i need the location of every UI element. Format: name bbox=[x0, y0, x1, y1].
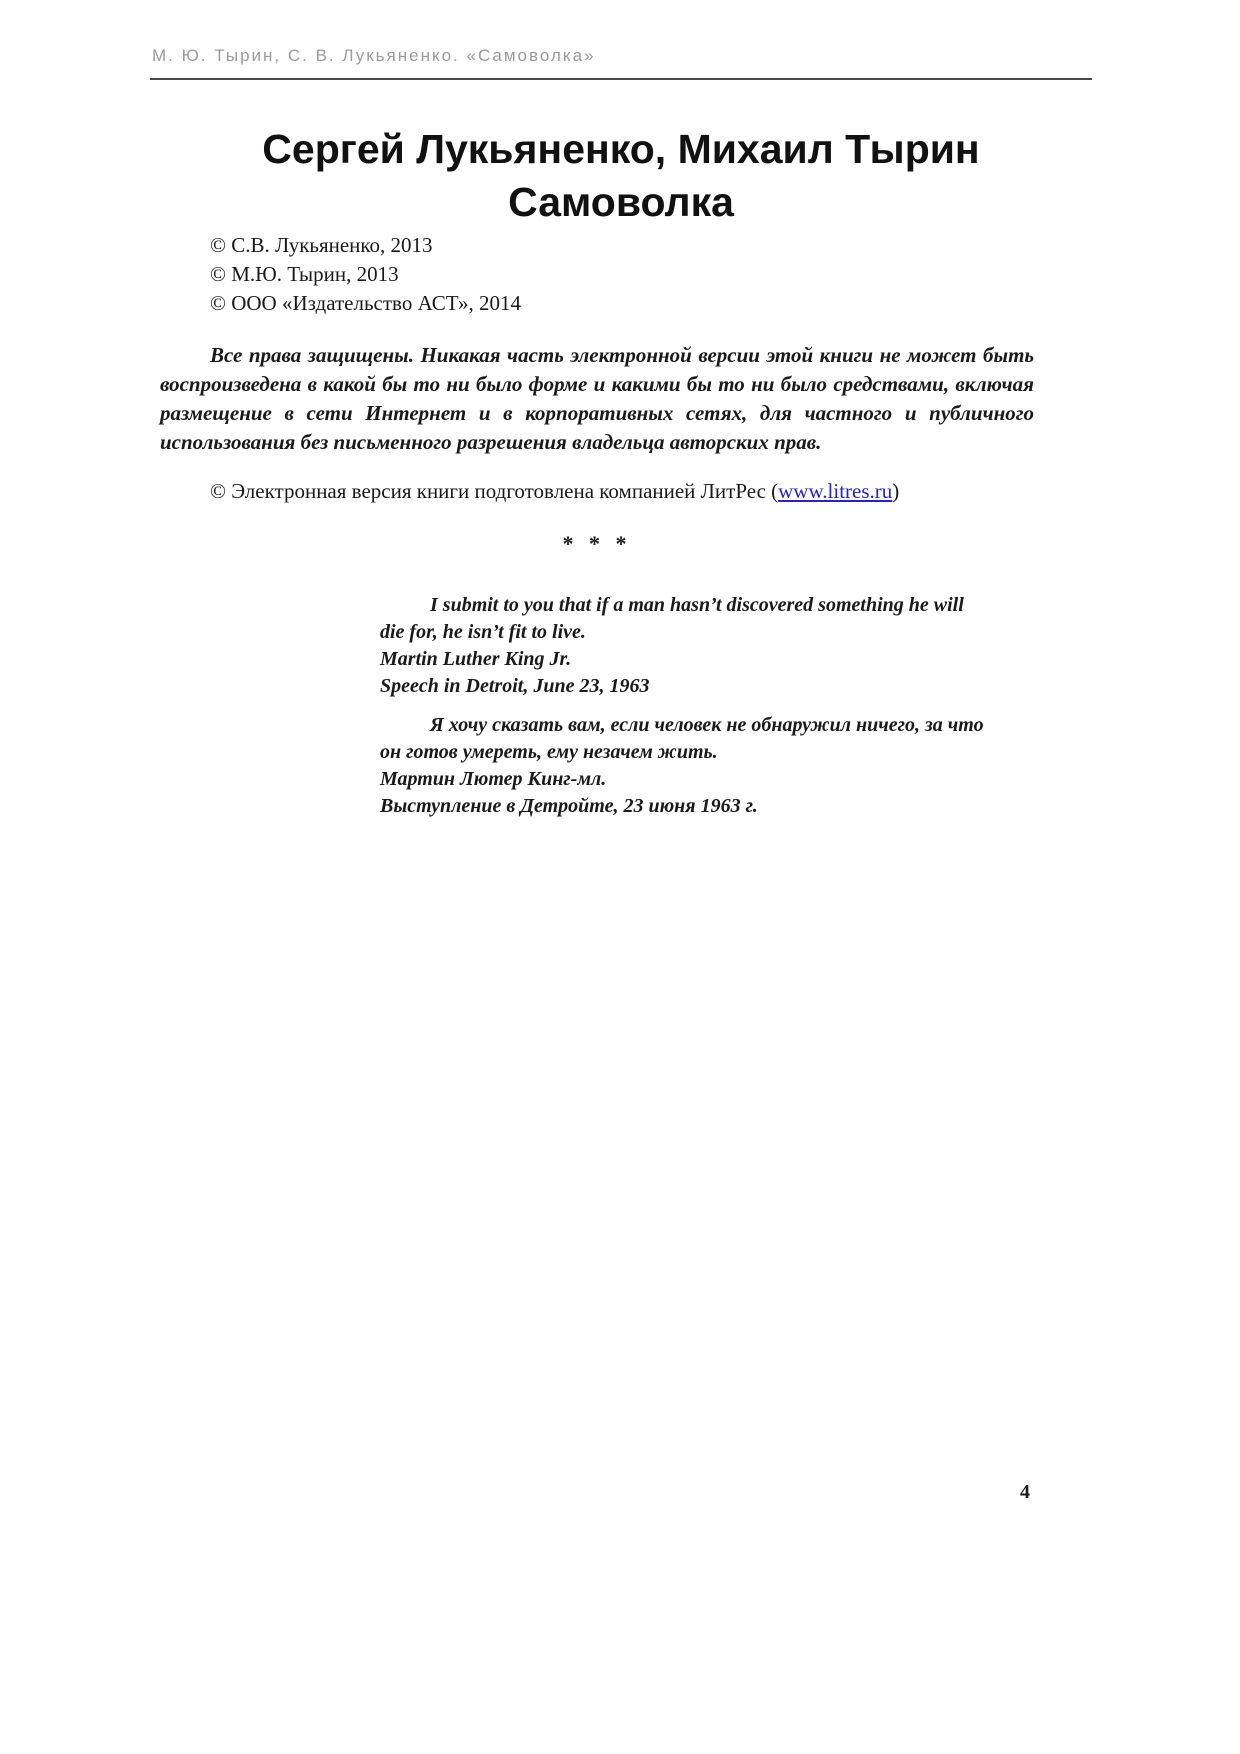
epigraph-russian-author: Мартин Лютер Кинг-мл. bbox=[380, 768, 607, 790]
book-title-authors-line: Сергей Лукьяненко, Михаил Тырин bbox=[262, 126, 980, 172]
litres-credit-prefix: © Электронная версия книги подготовлена компанией ЛитРес ( bbox=[210, 479, 779, 503]
litres-link[interactable]: www.litres.ru bbox=[778, 479, 893, 503]
epigraph-russian-text: Я хочу сказать вам, если человек не обнаружил ничего, за что он готов умереть, ему незачем жить. bbox=[380, 714, 984, 763]
running-header: М. Ю. Тырин, С. В. Лукьяненко. «Самоволка» bbox=[152, 46, 596, 65]
epigraph-english-text: I submit to you that if a man hasn’t discovered something he will die for, he isn’t fit to live. bbox=[380, 594, 964, 643]
litres-credit-suffix: ) bbox=[892, 479, 900, 503]
copyright-line-author2: © М.Ю. Тырин, 2013 bbox=[210, 262, 399, 286]
epigraph-english-author: Martin Luther King Jr. bbox=[380, 648, 572, 670]
rights-notice: Все права защищены. Никакая часть электронной версии этой книги не может быть воспроизведена в какой бы то ни было форме и какими бы то ни было средствами, включая размещение в сети Интернет и в корпоративных сетях, для частного и публичного использования без письменного разрешения владельца авторских прав. bbox=[160, 343, 1034, 454]
section-separator: * * * bbox=[562, 531, 632, 556]
epigraph-russian bbox=[380, 712, 992, 820]
litres-credit-line bbox=[160, 477, 1034, 506]
copyright-line-publisher: © ООО «Издательство АСТ», 2014 bbox=[210, 291, 521, 315]
book-title bbox=[150, 123, 1092, 229]
page-number: 4 bbox=[1020, 1481, 1030, 1503]
epigraph-english-source: Speech in Detroit, June 23, 1963 bbox=[380, 675, 650, 697]
copyright-block bbox=[210, 231, 521, 318]
copyright-line-author1: © С.В. Лукьяненко, 2013 bbox=[210, 233, 433, 257]
header-divider bbox=[150, 78, 1092, 80]
epigraph-english bbox=[380, 592, 992, 700]
book-title-name-line: Самоволка bbox=[508, 179, 734, 225]
epigraph-russian-source: Выступление в Детройте, 23 июня 1963 г. bbox=[380, 795, 758, 817]
